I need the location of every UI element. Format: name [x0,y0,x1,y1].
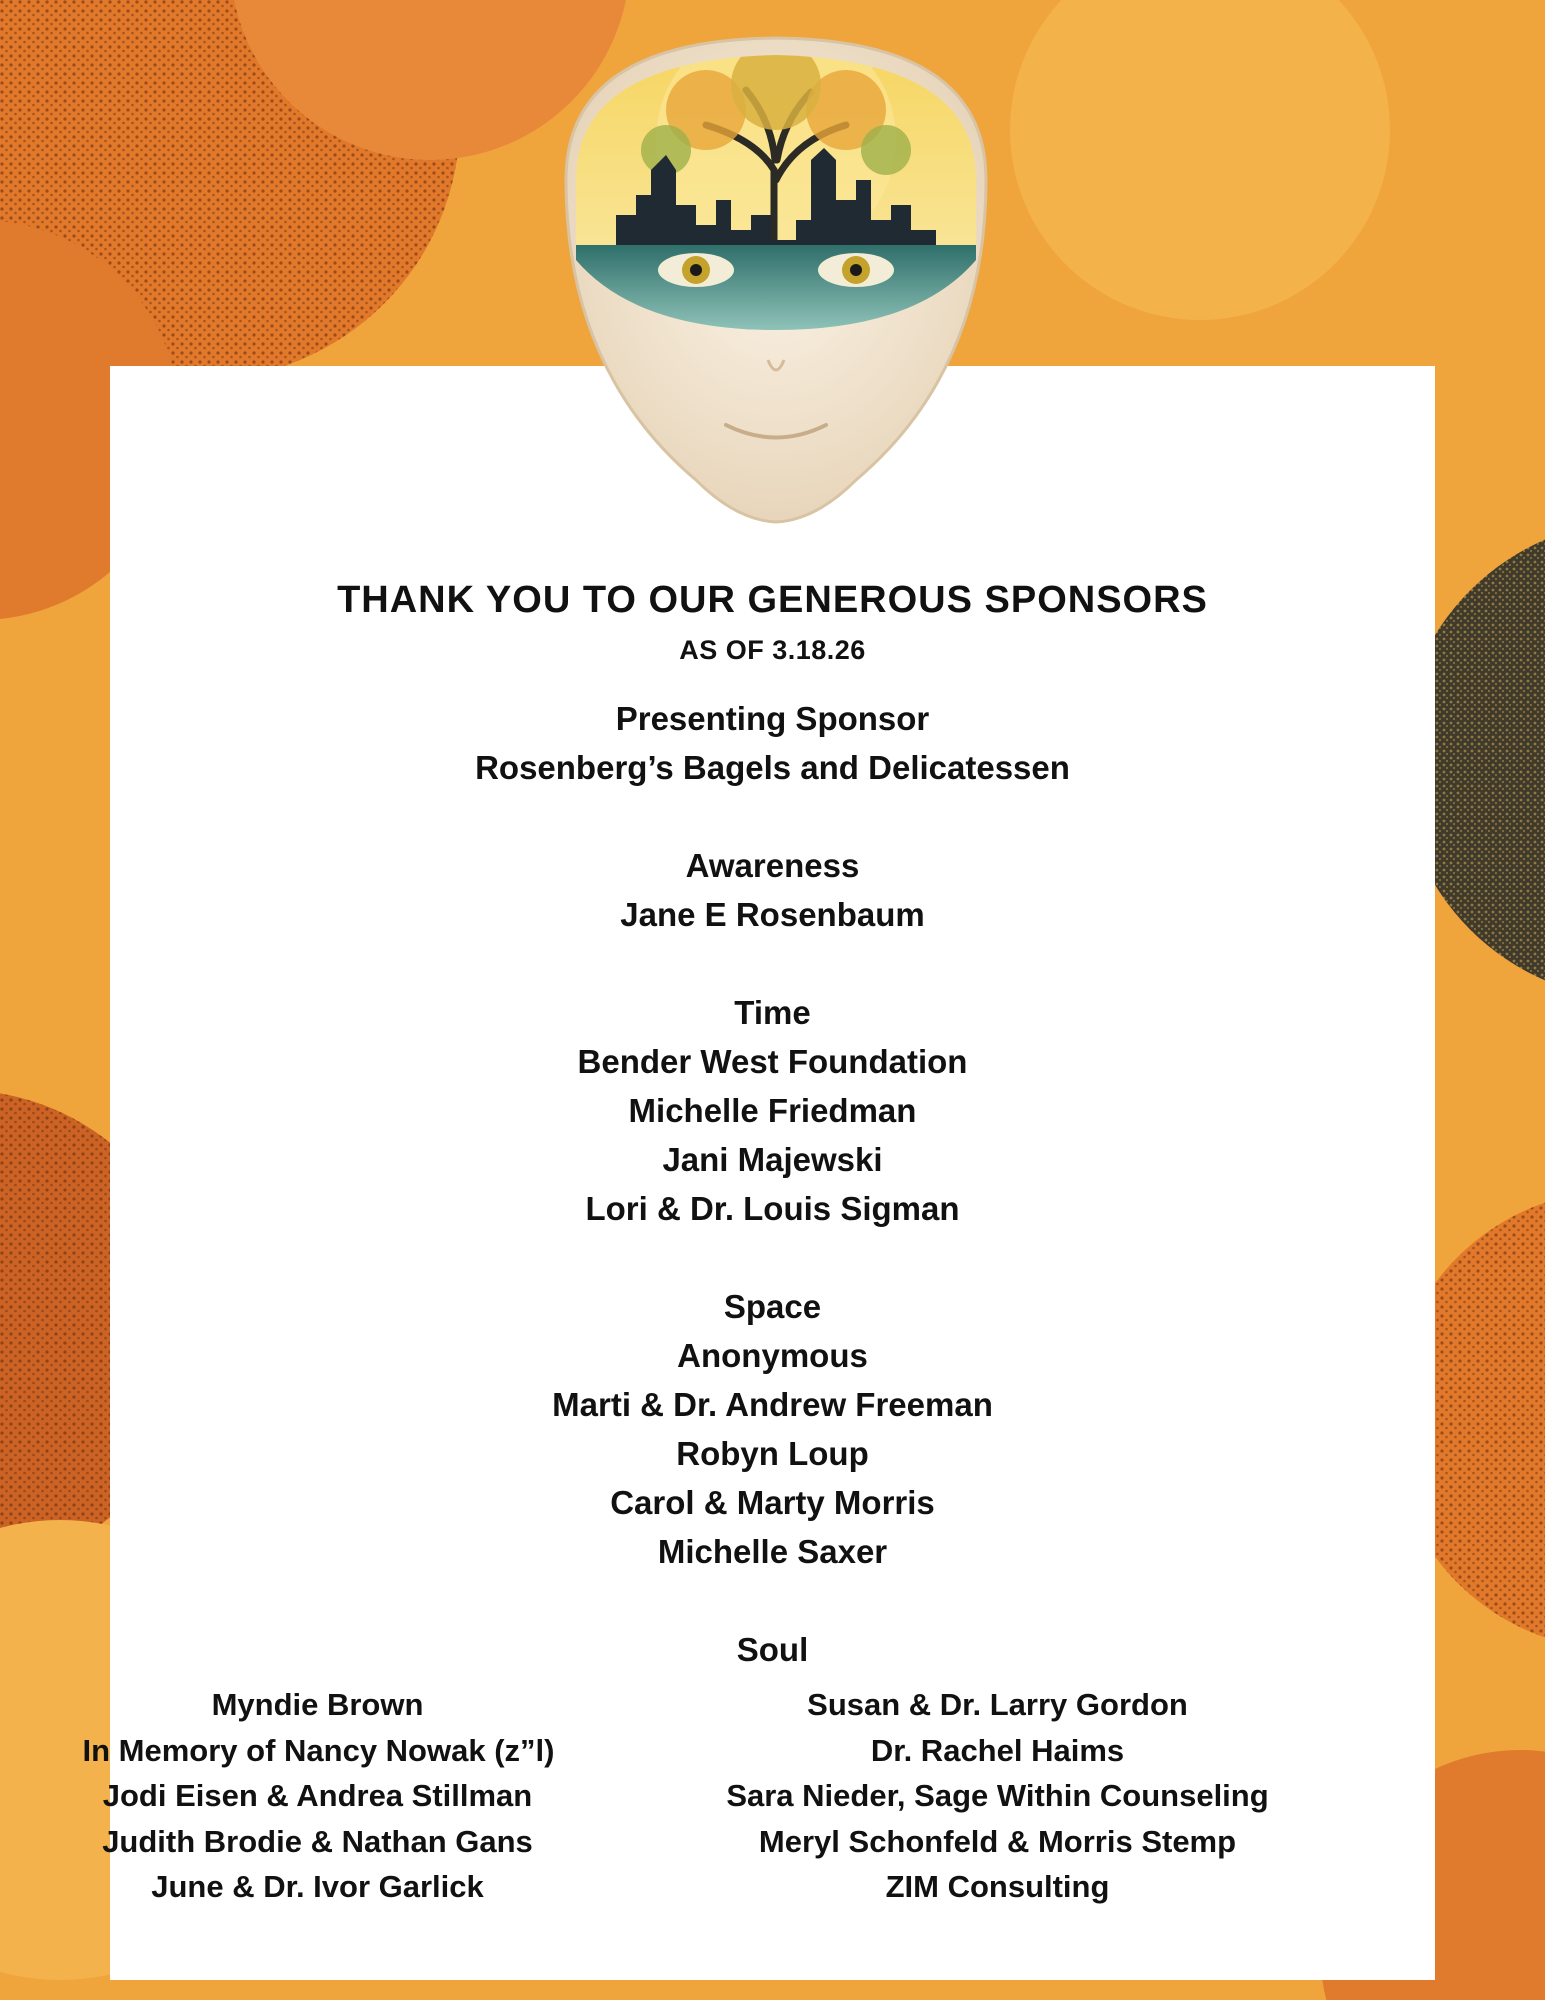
mask-illustration [556,30,996,530]
page-title: THANK YOU TO OUR GENEROUS SPONSORS [337,579,1208,621]
sponsor-name: Marti & Dr. Andrew Freeman [552,1386,993,1423]
sponsor-name: Susan & Dr. Larry Gordon [807,1687,1188,1722]
soul-columns [82,1682,1435,1910]
sponsor-name: Dr. Rachel Haims [870,1732,1125,1768]
tier-name: Space [723,1288,822,1325]
sponsor-name: Carol & Marty Morris [610,1484,935,1521]
tier-awareness [110,841,1435,939]
sponsor-name: Jane E Rosenbaum [620,896,925,933]
tier-name: Awareness [685,847,860,884]
sponsor-name: In Memory of Nancy Nowak (z”l) [82,1732,555,1768]
sponsor-name: Rosenberg’s Bagels and Delicatessen [475,749,1070,786]
tier-presenting [110,694,1435,792]
sponsor-name: Robyn Loup [676,1435,869,1472]
sponsor-name: ZIM Consulting [885,1869,1110,1904]
page-subtitle: AS OF 3.18.26 [679,635,866,665]
sponsor-name: Judith Brodie & Nathan Gans [102,1823,533,1859]
sponsor-name: Meryl Schonfeld & Morris Stemp [758,1823,1237,1859]
tier-name: Presenting Sponsor [615,700,930,737]
tier-time [110,988,1435,1233]
sponsor-name: Michelle Friedman [628,1092,917,1129]
soul-column-right [698,1682,1298,1910]
sponsor-name: Anonymous [677,1337,868,1374]
sponsor-name: Sara Nieder, Sage Within Counseling [726,1778,1269,1813]
sponsor-name: Jani Majewski [662,1141,883,1178]
tier-name: Time [734,994,811,1031]
sponsor-name: Lori & Dr. Louis Sigman [585,1190,960,1227]
tier-space [110,1282,1435,1576]
sponsor-name: Bender West Foundation [577,1043,968,1080]
sponsor-name: Jodi Eisen & Andrea Stillman [102,1778,533,1813]
tier-name-soul: Soul [736,1631,809,1668]
sponsor-name: June & Dr. Ivor Garlick [151,1869,484,1904]
soul-column-left [83,1682,553,1910]
sponsor-name: Myndie Brown [211,1687,424,1722]
sponsor-list [82,570,1435,1910]
sponsor-name: Michelle Saxer [657,1533,888,1570]
